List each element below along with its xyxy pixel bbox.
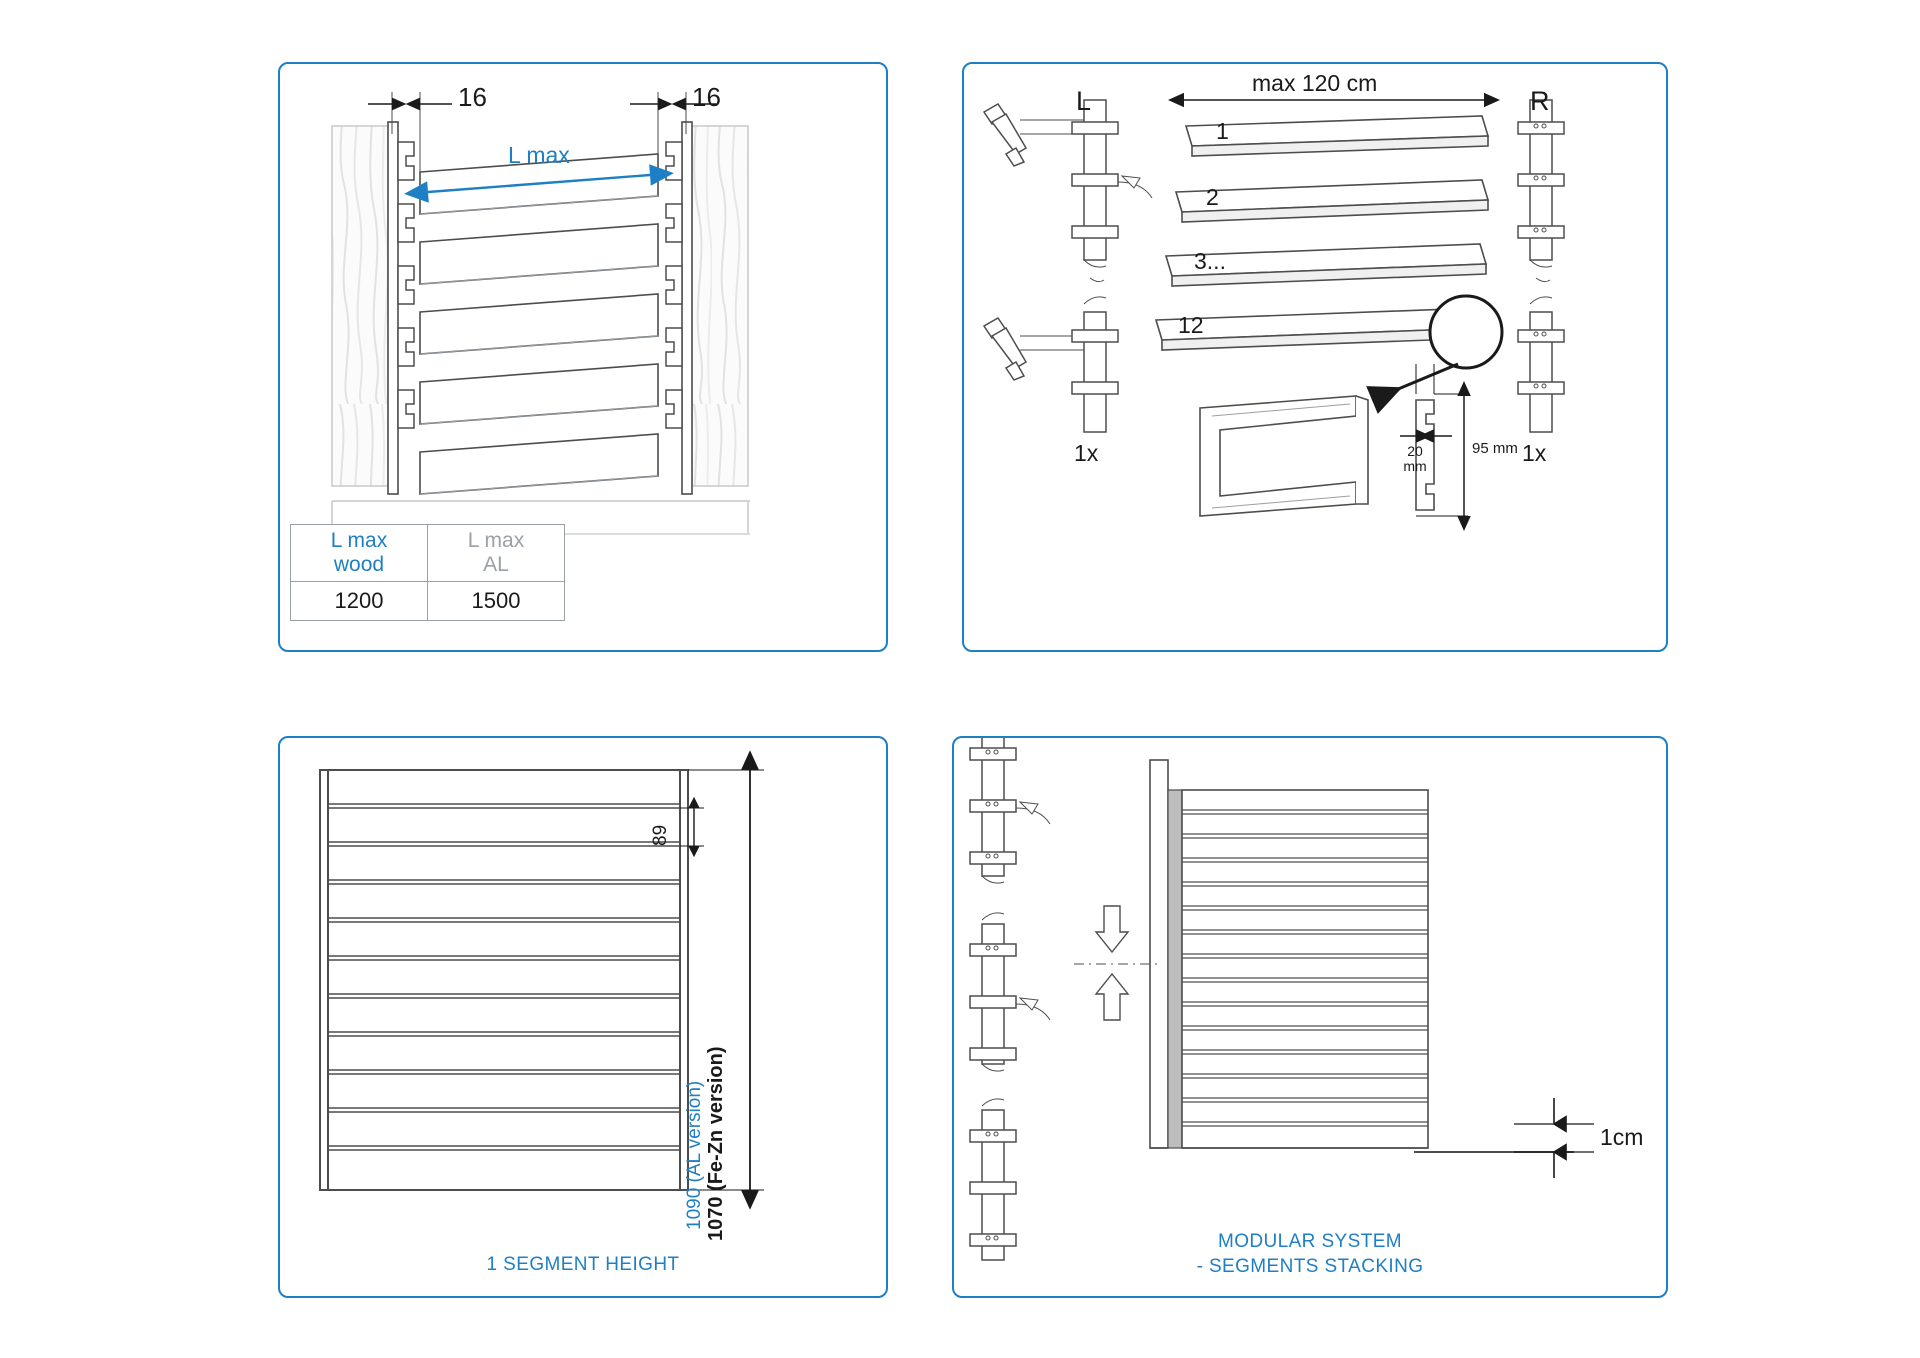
caption-modular-system bbox=[954, 1229, 1666, 1280]
slat-number-3: 3... bbox=[1194, 248, 1226, 274]
table-row bbox=[291, 525, 565, 582]
left-side-marker-L: L bbox=[1076, 86, 1092, 116]
panel-segment-height bbox=[278, 736, 888, 1298]
dim-label-right-16: 16 bbox=[692, 82, 721, 112]
dim-label-left-16: 16 bbox=[458, 82, 487, 112]
qty-right-1x: 1x bbox=[1522, 440, 1547, 466]
lmax-al-header-line2: AL bbox=[483, 553, 509, 577]
slat-number-1: 1 bbox=[1216, 118, 1229, 144]
lmax-wood-header bbox=[291, 525, 428, 582]
lmax-wood-header-line1: L max bbox=[330, 529, 388, 552]
caption-modular-line2: - SEGMENTS STACKING bbox=[1196, 1256, 1424, 1278]
max-width-label: max 120 cm bbox=[1252, 70, 1378, 96]
lmax-arrow-label: L max bbox=[508, 142, 570, 168]
slat-pitch-value: 89 bbox=[650, 824, 671, 846]
panel-slat-stack-and-profile bbox=[962, 62, 1668, 652]
profile-width-label bbox=[1394, 444, 1436, 475]
lmax-table bbox=[290, 524, 565, 621]
table-row bbox=[291, 582, 565, 620]
slat-number-12: 12 bbox=[1178, 312, 1204, 338]
caption-modular-line1: MODULAR SYSTEM bbox=[1217, 1230, 1402, 1252]
qty-left-1x: 1x bbox=[1074, 440, 1099, 466]
panel-bottom-right-drawing bbox=[954, 738, 1666, 1296]
caption-segment-height: 1 SEGMENT HEIGHT bbox=[486, 1254, 680, 1275]
profile-height-label: 95 mm bbox=[1472, 440, 1518, 457]
profile-width-line2: mm bbox=[1403, 458, 1427, 475]
height-fezn-label: 1070 (Fe-Zn version) bbox=[705, 1046, 727, 1241]
lmax-al-header bbox=[428, 525, 565, 582]
profile-width-line1: 20 bbox=[1407, 443, 1423, 459]
right-side-marker-R: R bbox=[1530, 86, 1550, 116]
ground-gap-label: 1cm bbox=[1600, 1124, 1644, 1150]
slat-number-2: 2 bbox=[1206, 184, 1219, 210]
lmax-wood-value: 1200 bbox=[291, 582, 428, 620]
panel-modular-stacking bbox=[952, 736, 1668, 1298]
panel-slat-length-detail bbox=[278, 62, 888, 652]
panel-top-right-drawing bbox=[964, 64, 1666, 650]
lmax-al-value: 1500 bbox=[428, 582, 565, 620]
slat-pitch-label bbox=[650, 824, 693, 846]
lmax-al-header-line1: L max bbox=[467, 529, 525, 552]
height-al-label: 1090 (AL version) bbox=[684, 1080, 705, 1230]
lmax-wood-header-line2: wood bbox=[333, 553, 385, 577]
